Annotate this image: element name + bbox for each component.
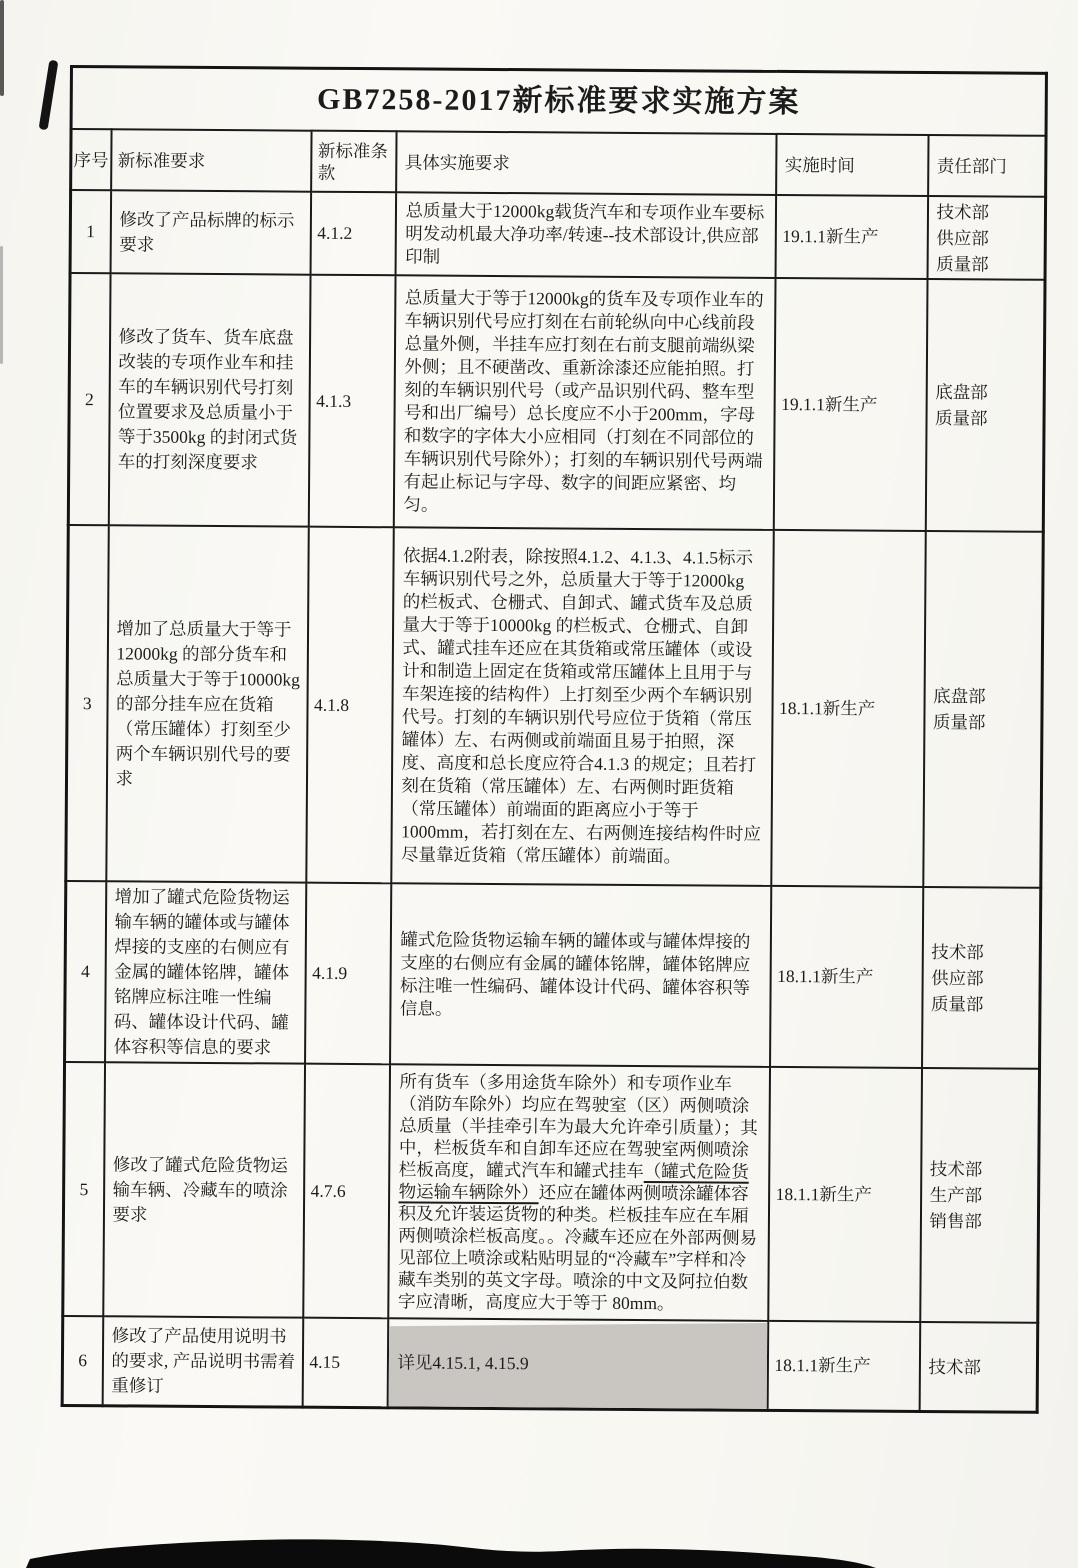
row2-department: 底盘部 质量部 [925,279,1045,532]
row6-impl-text: 详见4.15.1, 4.15.9 [397,1352,529,1374]
row4-no: 4 [65,881,106,1062]
row5-implementation [388,1064,770,1321]
row2-no: 2 [68,273,110,525]
scan-shadow-artifact [0,1526,1078,1568]
row3-department: 底盘部 质量部 [923,531,1043,888]
row5-impl-text: 所有货车（多用途货车除外）和专项作业车（消防车除外）均应在驾驶室（区）两侧喷涂总质量（半挂牵引车为最大允许牵引质量）；其中，栏板货车和自卸车还应在驾驶室两侧喷涂栏板高度，罐式汽车和罐式挂车 [398,1070,758,1181]
row4-clause: 4.1.9 [305,883,391,1065]
table-row [63,1062,1040,1323]
row5-department: 技术部 生产部 销售部 [920,1068,1040,1323]
row4-implementation: 罐式危险货物运输车辆的罐体或与罐体焊接的支座的右侧应有金属的罐体铭牌，罐体铭牌应标注唯一性编码、罐体设计代码、罐体容积等信息。 [390,883,771,1067]
row2-time: 19.1.1新生产 [773,278,927,531]
pen-mark-artifact [39,60,59,131]
row3-requirement: 增加了总质量大于等于12000kg 的部分货车和总质量大于等于10000kg的部分挂车应在货箱（常压罐体）打刻至少两个车辆识别代号的要求 [106,525,308,882]
table-row [70,190,1046,280]
row3-no: 3 [66,525,108,881]
row2-clause: 4.1.3 [308,275,395,528]
table-row [68,273,1045,532]
row5-no: 5 [63,1062,105,1316]
col-header-no: 序号 [71,129,111,190]
row2-requirement: 修改了货车、货车底盘改装的专项作业车和挂车的车辆识别代号打刻位置要求及总质量小于等于3500kg 的封闭式货车的打刻深度要求 [108,273,310,526]
row1-implementation: 总质量大于12000kg载货汽车和专项作业车要标明发动机最大净功率/转速--技术部设计,供应部印制 [395,192,776,278]
row6-implementation [387,1318,768,1410]
implementation-plan-table [61,65,1048,1414]
row6-department: 技术部 [919,1322,1038,1412]
scan-edge-artifact [0,0,4,96]
row3-clause: 4.1.8 [306,527,393,884]
row1-no: 1 [70,190,111,273]
col-header-department: 责任部门 [928,135,1046,197]
table-row [66,525,1043,888]
table-container [61,65,1048,1414]
row5-time: 18.1.1新生产 [768,1067,922,1322]
table-row [65,881,1041,1069]
document-title: GB7258-2017新标准要求实施方案 [71,67,1046,136]
col-header-requirement: 新标准要求 [111,129,311,191]
row5-impl-underlined-text: （罐式危险货物运输车辆除外） [398,1160,749,1202]
row3-time: 18.1.1新生产 [771,530,925,887]
row6-clause: 4.15 [302,1318,388,1408]
table-row [62,1316,1038,1412]
row1-clause: 4.1.2 [310,192,396,276]
col-header-clause: 新标准条款 [311,131,396,193]
row5-requirement: 修改了罐式危险货物运输车辆、冷藏车的喷涂要求 [103,1062,305,1317]
row2-implementation: 总质量大于等于12000kg的货车及专项作业车的车辆识别代号应打刻在右前轮纵向中心线前段总量外侧，半挂车应打刻在右前支腿前端纵梁外侧；且不硬凿改、重新涂漆还应能拍照。打刻的车辆识别代号（或产品识别代码、整车型号和出厂编号）总长度应不小于200mm，字母和数字的字体大小应相同（打刻在不同部位的车辆识别代号除外）；打刻的车辆识别代号两端有起止标记与字母、数字的间距应紧密、均匀。 [393,275,775,530]
col-header-implementation: 具体实施要求 [396,131,776,195]
row5-impl-text-after: 还应在罐体两侧喷涂罐体容积及允许装运货物的种类。栏板挂车应在车厢两侧喷涂栏板高度。。冷藏车还应在外部两侧易见部位上喷涂或粘贴明显的“冷藏车”字样和冷藏车类别的英文字母。喷涂的中文及阿拉伯数字应清晰，高度应大于等于 80mm。 [397,1181,758,1313]
row1-department: 技术部 供应部 质量部 [927,196,1046,280]
row1-time: 19.1.1新生产 [775,195,928,279]
row6-no: 6 [62,1316,103,1406]
row6-requirement: 修改了产品使用说明书的要求, 产品说明书需着重修订 [102,1316,303,1407]
row1-requirement: 修改了产品标牌的标示要求 [110,190,311,274]
scan-edge-artifact-2 [0,246,3,364]
row5-clause: 4.7.6 [303,1064,390,1319]
row4-time: 18.1.1新生产 [770,886,923,1068]
col-header-time: 实施时间 [776,134,928,196]
row4-department: 技术部 供应部 质量部 [922,887,1041,1069]
row4-requirement: 增加了罐式危险货物运输车辆的罐体或与罐体焊接的支座的右侧应有金属的罐体铭牌，罐体铭牌应标注唯一性编码、罐体设计代码、罐体容积等信息的要求 [105,881,306,1063]
row3-implementation: 依据4.1.2附表，除按照4.1.2、4.1.3、4.1.5标示车辆识别代号之外，总质量大于等于12000kg 的栏板式、仓栅式、自卸式、罐式货车及总质量大于等于10000kg 的栏板式、仓栅式、自卸式、罐式挂车还应在其货箱或常压罐体（或设计和制造上固定在货箱或常压罐体上且用于与车架连接的结构件）上打刻至少两个车辆识别代号。打刻的车辆识别代号应位于货箱（常压罐体）左、右两侧或前端面且易于拍照，深度、高度和总长度应符合4.1.3 的规定；且若打刻在货箱（常压罐体）左、右两侧时距货箱（常压罐体）前端面的距离应小于等于1000mm，若打刻在左、右两侧连接结构件时应尽量靠近货箱（常压罐体）前端面。 [391,527,773,886]
row6-time: 18.1.1新生产 [767,1321,920,1412]
